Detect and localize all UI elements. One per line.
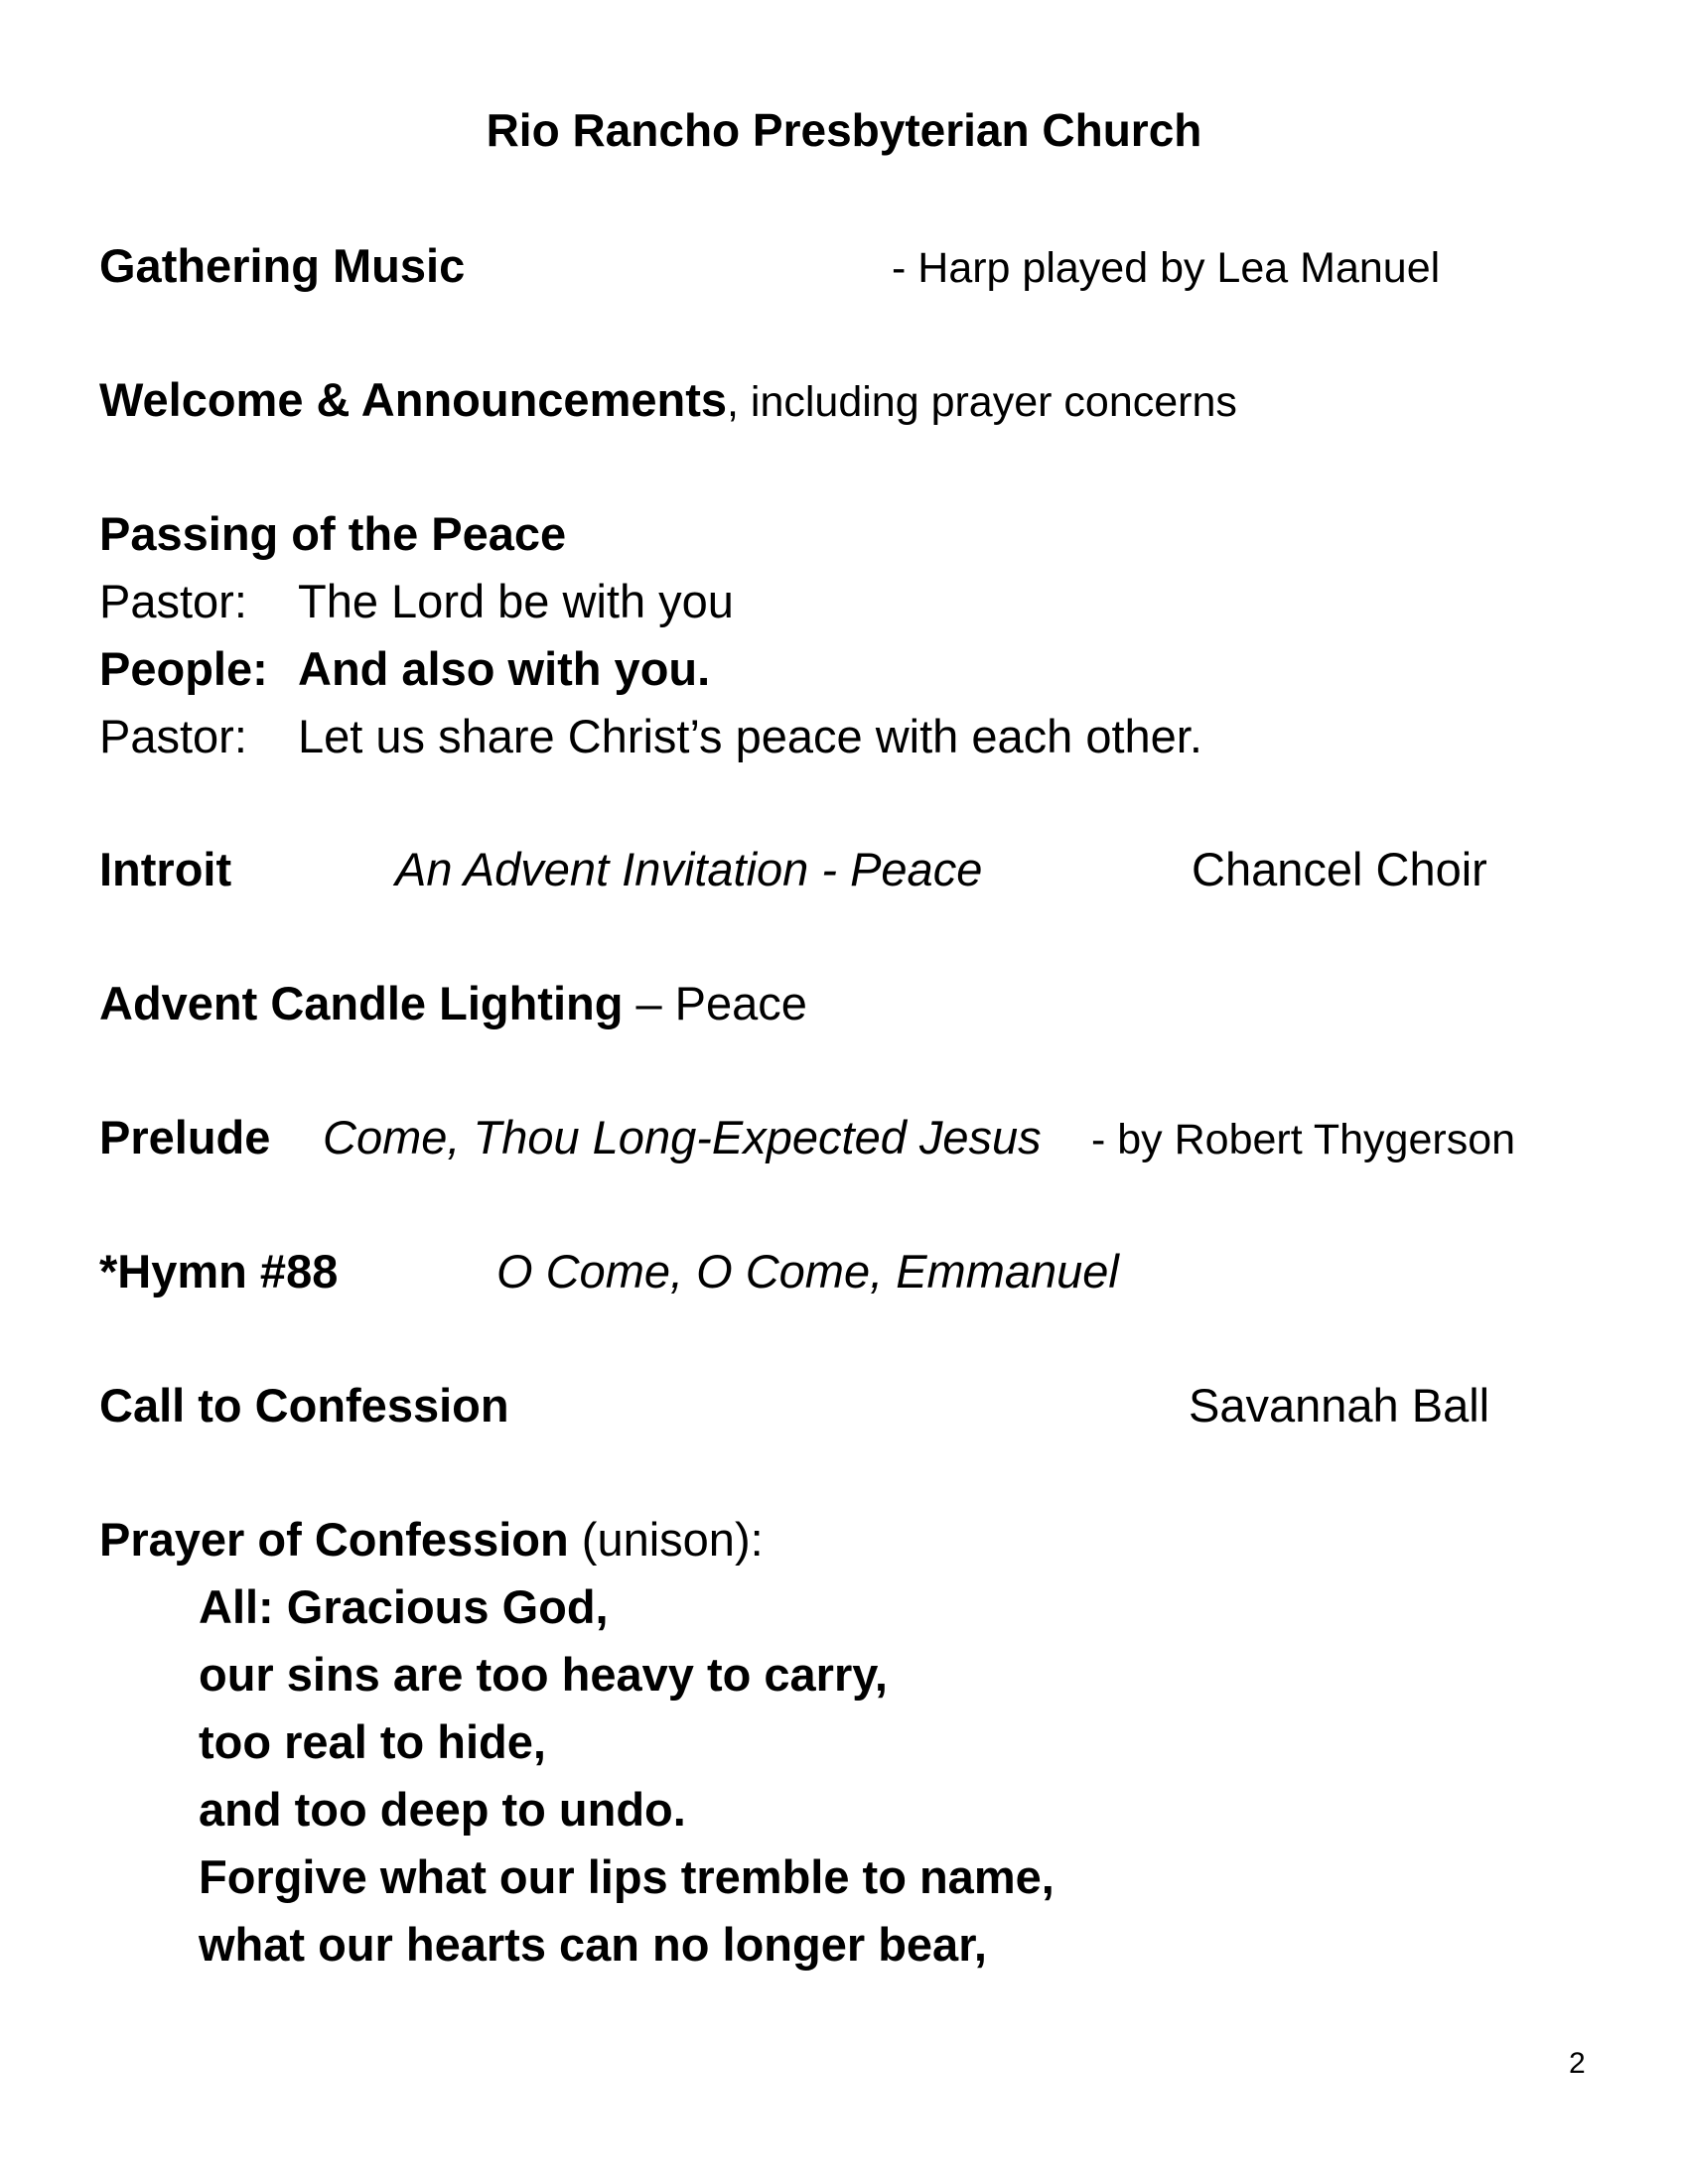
gathering-music-heading: Gathering Music — [99, 239, 466, 292]
peace-speaker: Pastor: — [99, 710, 247, 762]
welcome-detail: , including prayer concerns — [727, 378, 1237, 426]
prayer-line: our sins are too heavy to carry, — [199, 1648, 888, 1701]
gathering-music-detail: - Harp played by Lea Manuel — [892, 244, 1441, 292]
peace-text: And also with you. — [298, 642, 711, 695]
welcome-heading: Welcome & Announcements — [99, 373, 727, 426]
prayer-line: and too deep to undo. — [199, 1783, 686, 1836]
candle-lighting-heading: Advent Candle Lighting — [99, 977, 624, 1029]
prayer-of-confession-row — [99, 1512, 764, 1567]
page-number: 2 — [1569, 2047, 1586, 2080]
introit-performer: Chancel Choir — [1192, 843, 1487, 895]
church-title: Rio Rancho Presbyterian Church — [486, 104, 1202, 156]
peace-speaker: Pastor: — [99, 575, 247, 627]
welcome-row — [99, 372, 1237, 427]
peace-line — [99, 641, 710, 696]
prayer-line: Forgive what our lips tremble to name, — [199, 1850, 1055, 1903]
candle-lighting-row — [99, 976, 807, 1030]
peace-speaker: People: — [99, 642, 268, 695]
introit-heading: Introit — [99, 843, 232, 895]
hymn-title: O Come, O Come, Emmanuel — [496, 1245, 1119, 1297]
hymn-heading: *Hymn #88 — [99, 1245, 339, 1297]
prayer-line: All: Gracious God, — [199, 1580, 609, 1633]
prayer-line: what our hearts can no longer bear, — [199, 1918, 987, 1971]
prelude-composer: - by Robert Thygerson — [1091, 1116, 1516, 1163]
prelude-heading: Prelude — [99, 1111, 271, 1163]
prelude-title: Come, Thou Long-Expected Jesus — [323, 1111, 1042, 1163]
prayer-line: too real to hide, — [199, 1715, 546, 1768]
prayer-of-confession-heading: Prayer of Confession — [99, 1513, 569, 1566]
peace-line — [99, 709, 1202, 763]
call-to-confession-leader: Savannah Ball — [1189, 1379, 1490, 1432]
passing-peace-heading: Passing of the Peace — [99, 507, 567, 560]
candle-lighting-detail: – Peace — [623, 977, 807, 1029]
call-to-confession-heading: Call to Confession — [99, 1379, 509, 1432]
introit-title: An Advent Invitation - Peace — [395, 843, 983, 895]
peace-text: Let us share Christ’s peace with each other. — [298, 710, 1202, 762]
peace-line — [99, 574, 734, 628]
peace-text: The Lord be with you — [298, 575, 734, 627]
prayer-of-confession-note: (unison): — [568, 1513, 764, 1566]
